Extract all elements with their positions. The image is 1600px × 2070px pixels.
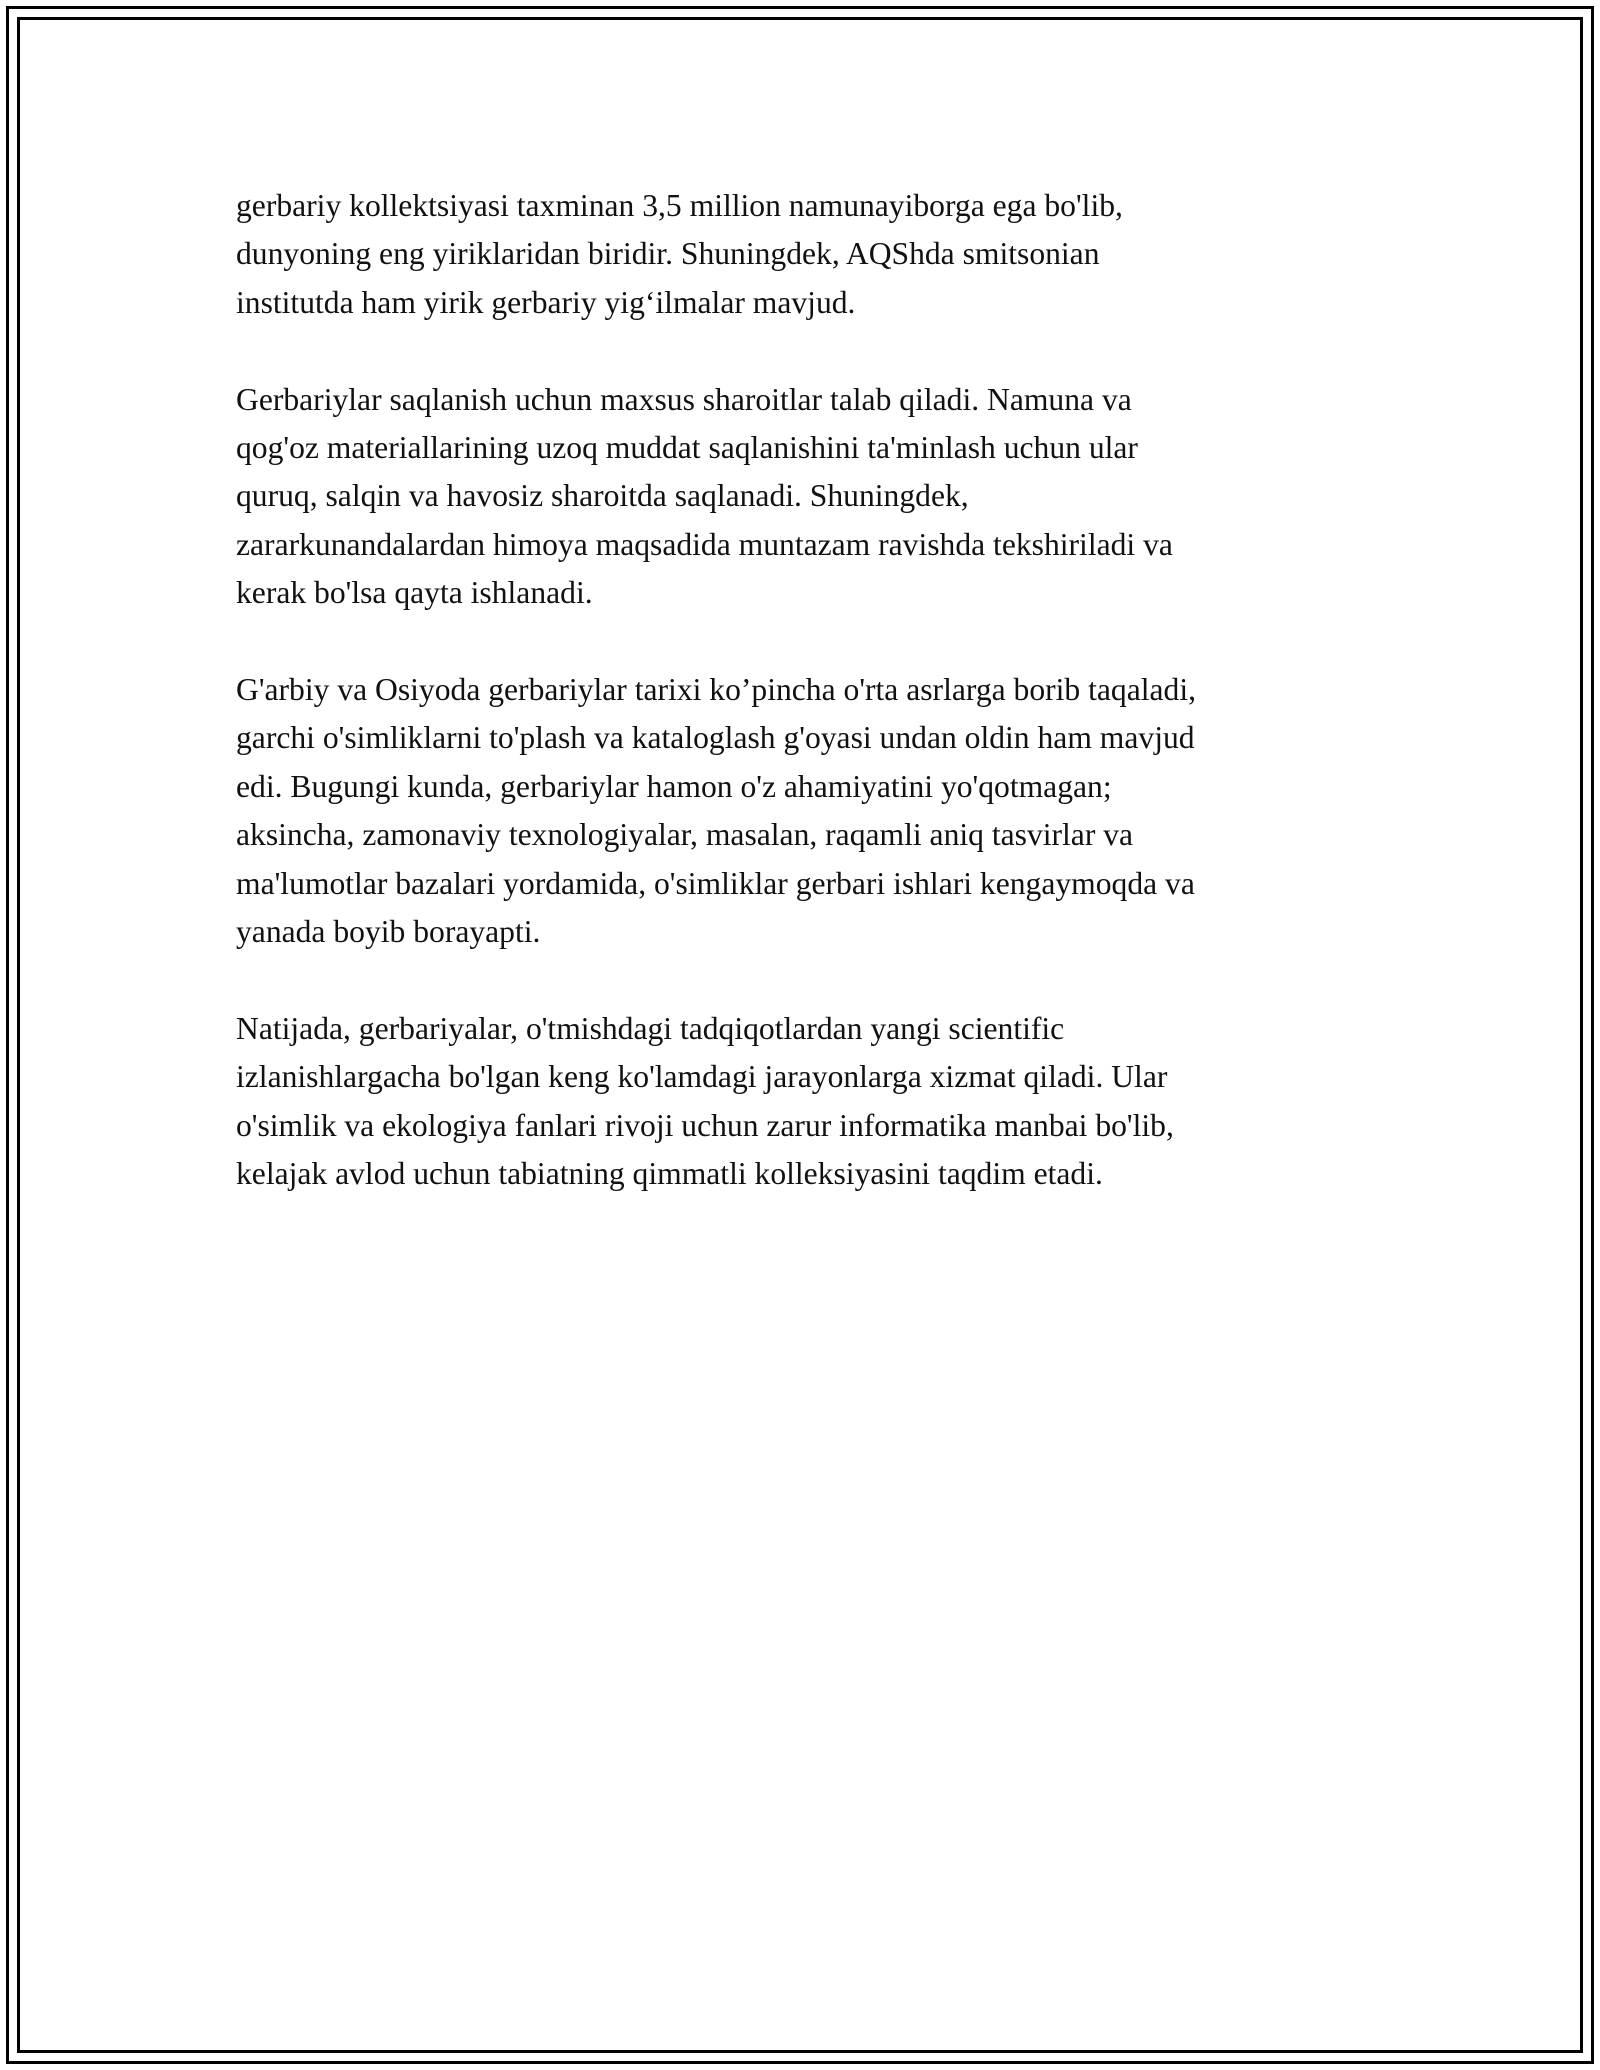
- paragraph-4: Natijada, gerbariyalar, o'tmishdagi tadqiqotlardan yangi scientific izlanishlargacha bo'lgan keng ko'lamdagi jarayonlarga xizmat qiladi. Ular o'simlik va ekologiya fanlari rivoji uchun zarur informatika manbai bo'lib, kelajak avlod uchun tabiatning qimmatli kolleksiyasini taqdim etadi.: [236, 1010, 1174, 1192]
- paragraph-2: Gerbariylar saqlanish uchun maxsus sharoitlar talab qiladi. Namuna va qog'oz materiallarining uzoq muddat saqlanishini ta'minlash uchun ular quruq, salqin va havosiz sharoitda saqlanadi. Shuningdek, zararkunandalardan himoya maqsadida muntazam ravishda tekshiriladi va kerak bo'lsa qayta ishlanadi.: [236, 381, 1173, 611]
- document-body: [236, 182, 1386, 1247]
- paragraph-3: G'arbiy va Osiyoda gerbariylar tarixi ko’pincha o'rta asrlarga borib taqaladi, garchi o'simliklarni to'plash va kataloglash g'oyasi undan oldin ham mavjud edi. Bugungi kunda, gerbariylar hamon o'z ahamiyatini yo'qotmagan; aksincha, zamonaviy texnologiyalar, masalan, raqamli aniq tasvirlar va ma'lumotlar bazalari yordamida, o'simliklar gerbari ishlari kengaymoqda va yanada boyib borayapti.: [236, 672, 1197, 950]
- paragraph-1: gerbariy kollektsiyasi taxminan 3,5 million namunayiborga ega bo'lib, dunyoning eng yiriklaridan biridir. Shuningdek, AQShda smitsonian institutda ham yirik gerbariy yig‘ilmalar mavjud.: [236, 188, 1123, 320]
